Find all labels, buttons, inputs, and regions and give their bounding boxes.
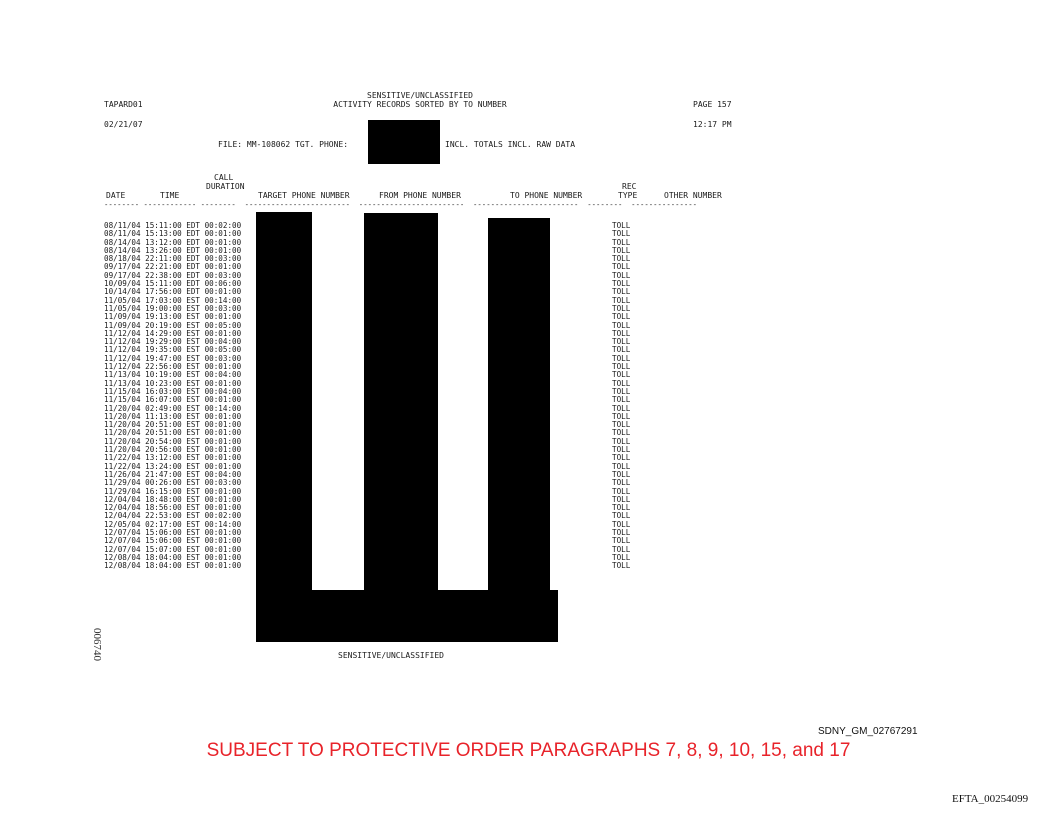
record-row: 11/12/04 14:29:00 EST 00:01:00 xyxy=(104,328,242,338)
col-time-label: TIME xyxy=(160,191,180,200)
record-row: 11/20/04 20:51:00 EST 00:01:00 xyxy=(104,428,242,438)
rec-type-value: TOLL xyxy=(612,544,631,554)
record-row: 11/20/04 20:54:00 EST 00:01:00 xyxy=(104,436,242,446)
record-row: 11/13/04 10:23:00 EST 00:01:00 xyxy=(104,378,242,388)
record-row: 12/07/04 15:06:00 EST 00:01:00 xyxy=(104,527,242,537)
record-row: 12/08/04 18:04:00 EST 00:01:00 xyxy=(104,561,242,571)
record-row: 12/07/04 15:07:00 EST 00:01:00 xyxy=(104,544,242,554)
record-row: 11/20/04 02:49:00 EST 00:14:00 xyxy=(104,403,242,413)
record-row: 08/14/04 13:12:00 EDT 00:01:00 xyxy=(104,237,242,247)
record-row: 08/11/04 15:13:00 EDT 00:01:00 xyxy=(104,229,242,239)
record-row: 11/13/04 10:19:00 EST 00:04:00 xyxy=(104,370,242,380)
rec-type-value: TOLL xyxy=(612,428,631,438)
rec-type-value: TOLL xyxy=(612,561,631,571)
rec-type-value: TOLL xyxy=(612,536,631,546)
rec-type-value: TOLL xyxy=(612,303,631,313)
rec-type-value: TOLL xyxy=(612,221,631,230)
classification-footer: SENSITIVE/UNCLASSIFIED xyxy=(338,651,444,660)
rec-type-value: TOLL xyxy=(612,494,631,504)
col-to-label: TO PHONE NUMBER xyxy=(510,191,583,200)
rec-type-column xyxy=(612,222,630,570)
rec-type-value: TOLL xyxy=(612,453,631,463)
record-row: 11/15/04 16:07:00 EST 00:01:00 xyxy=(104,395,242,405)
rec-type-value: TOLL xyxy=(612,229,631,239)
record-row: 10/14/04 17:56:00 EDT 00:01:00 xyxy=(104,287,242,297)
record-row: 12/04/04 22:53:00 EST 00:02:00 xyxy=(104,511,242,521)
page-number: PAGE 157 xyxy=(693,100,732,109)
rec-type-value: TOLL xyxy=(612,478,631,488)
record-row: 11/12/04 19:47:00 EST 00:03:00 xyxy=(104,353,242,363)
rec-type-value: TOLL xyxy=(612,262,631,272)
record-row: 11/20/04 11:13:00 EST 00:01:00 xyxy=(104,411,242,421)
redaction-to-column xyxy=(488,218,550,642)
rec-type-value: TOLL xyxy=(612,403,631,413)
rec-type-value: TOLL xyxy=(612,378,631,388)
rec-type-value: TOLL xyxy=(612,353,631,363)
rec-type-value: TOLL xyxy=(612,420,631,430)
record-row: 10/09/04 15:11:00 EDT 00:06:00 xyxy=(104,279,242,289)
report-time: 12:17 PM xyxy=(693,120,732,129)
rec-type-value: TOLL xyxy=(612,279,631,289)
record-row: 08/18/04 22:11:00 EDT 00:03:00 xyxy=(104,254,242,264)
col-target-label: TARGET PHONE NUMBER xyxy=(258,191,350,200)
record-row: 12/04/04 18:48:00 EST 00:01:00 xyxy=(104,494,242,504)
report-date: 02/21/07 xyxy=(104,120,143,129)
rec-type-value: TOLL xyxy=(612,461,631,471)
record-row: 09/17/04 22:38:00 EDT 00:03:00 xyxy=(104,270,242,280)
report-id: TAPARD01 xyxy=(104,100,143,109)
redaction-box xyxy=(368,120,440,164)
col-from-label: FROM PHONE NUMBER xyxy=(379,191,461,200)
rec-type-value: TOLL xyxy=(612,436,631,446)
rec-type-value: TOLL xyxy=(612,287,631,297)
record-row: 11/05/04 17:03:00 EST 00:14:00 xyxy=(104,295,242,305)
record-row: 12/04/04 18:56:00 EST 00:01:00 xyxy=(104,503,242,513)
rec-type-value: TOLL xyxy=(612,254,631,264)
col-rec-label: REC xyxy=(622,182,637,191)
col-date-label: DATE xyxy=(106,191,126,200)
redaction-bottom-block xyxy=(256,590,558,642)
rec-type-value: TOLL xyxy=(612,345,631,355)
rec-type-value: TOLL xyxy=(612,552,631,562)
record-row: 11/29/04 00:26:00 EST 00:03:00 xyxy=(104,478,242,488)
bates-number: SDNY_GM_02767291 xyxy=(818,726,918,737)
record-row: 12/07/04 15:06:00 EST 00:01:00 xyxy=(104,536,242,546)
record-row: 11/29/04 16:15:00 EST 00:01:00 xyxy=(104,486,242,496)
record-row: 11/12/04 22:56:00 EST 00:01:00 xyxy=(104,362,242,372)
record-row: 11/09/04 19:13:00 EST 00:01:00 xyxy=(104,312,242,322)
rec-type-value: TOLL xyxy=(612,370,631,380)
column-underline: -------- ------------ -------- ------------------------ ------------------------ ------------------------ -------- --------------- xyxy=(104,200,698,209)
rec-type-value: TOLL xyxy=(612,386,631,396)
rec-type-value: TOLL xyxy=(612,312,631,322)
rec-type-value: TOLL xyxy=(612,411,631,421)
record-row: 11/22/04 13:12:00 EST 00:01:00 xyxy=(104,453,242,463)
record-row: 11/20/04 20:56:00 EST 00:01:00 xyxy=(104,445,242,455)
rec-type-value: TOLL xyxy=(612,245,631,255)
redaction-from-column xyxy=(364,213,438,642)
record-row: 08/14/04 13:26:00 EDT 00:01:00 xyxy=(104,245,242,255)
record-row: 11/09/04 20:19:00 EST 00:05:00 xyxy=(104,320,242,330)
record-row: 11/12/04 19:35:00 EST 00:05:00 xyxy=(104,345,242,355)
rec-type-value: TOLL xyxy=(612,469,631,479)
rec-type-value: TOLL xyxy=(612,362,631,372)
report-title: ACTIVITY RECORDS SORTED BY TO NUMBER xyxy=(333,100,507,109)
rec-type-value: TOLL xyxy=(612,445,631,455)
redaction-target-column xyxy=(256,212,312,642)
record-row: 11/12/04 19:29:00 EST 00:04:00 xyxy=(104,337,242,347)
file-options: INCL. TOTALS INCL. RAW DATA xyxy=(445,140,576,149)
rec-type-value: TOLL xyxy=(612,320,631,330)
classification-header: SENSITIVE/UNCLASSIFIED xyxy=(367,91,473,100)
record-row: 11/20/04 20:51:00 EST 00:01:00 xyxy=(104,420,242,430)
record-row: 11/22/04 13:24:00 EST 00:01:00 xyxy=(104,461,242,471)
file-label: FILE: MM-108062 TGT. PHONE: xyxy=(218,140,349,149)
side-bates-stamp: 006740 xyxy=(91,628,103,661)
rec-type-value: TOLL xyxy=(612,237,631,247)
rec-type-value: TOLL xyxy=(612,486,631,496)
efta-number: EFTA_00254099 xyxy=(952,793,1029,805)
rec-type-value: TOLL xyxy=(612,270,631,280)
rec-type-value: TOLL xyxy=(612,295,631,305)
record-row: 12/05/04 02:17:00 EST 00:14:00 xyxy=(104,519,242,529)
record-row: 09/17/04 22:21:00 EDT 00:01:00 xyxy=(104,262,242,272)
col-call-label: CALL xyxy=(214,173,234,182)
rec-type-value: TOLL xyxy=(612,519,631,529)
rec-type-value: TOLL xyxy=(612,511,631,521)
record-row: 11/26/04 21:47:00 EST 00:04:00 xyxy=(104,469,242,479)
records-list xyxy=(104,222,241,570)
rec-type-value: TOLL xyxy=(612,337,631,347)
col-type-label: TYPE xyxy=(618,191,638,200)
protective-order-notice: SUBJECT TO PROTECTIVE ORDER PARAGRAPHS 7, 8, 9, 10, 15, and 17 xyxy=(206,740,851,761)
col-duration-label: DURATION xyxy=(206,182,245,191)
record-row: 11/05/04 19:00:00 EST 00:03:00 xyxy=(104,303,242,313)
col-other-label: OTHER NUMBER xyxy=(664,191,722,200)
rec-type-value: TOLL xyxy=(612,395,631,405)
record-row: 12/08/04 18:04:00 EST 00:01:00 xyxy=(104,552,242,562)
rec-type-value: TOLL xyxy=(612,503,631,513)
record-row: 08/11/04 15:11:00 EDT 00:02:00 xyxy=(104,221,242,230)
record-row: 11/15/04 16:03:00 EST 00:04:00 xyxy=(104,386,242,396)
rec-type-value: TOLL xyxy=(612,328,631,338)
rec-type-value: TOLL xyxy=(612,527,631,537)
